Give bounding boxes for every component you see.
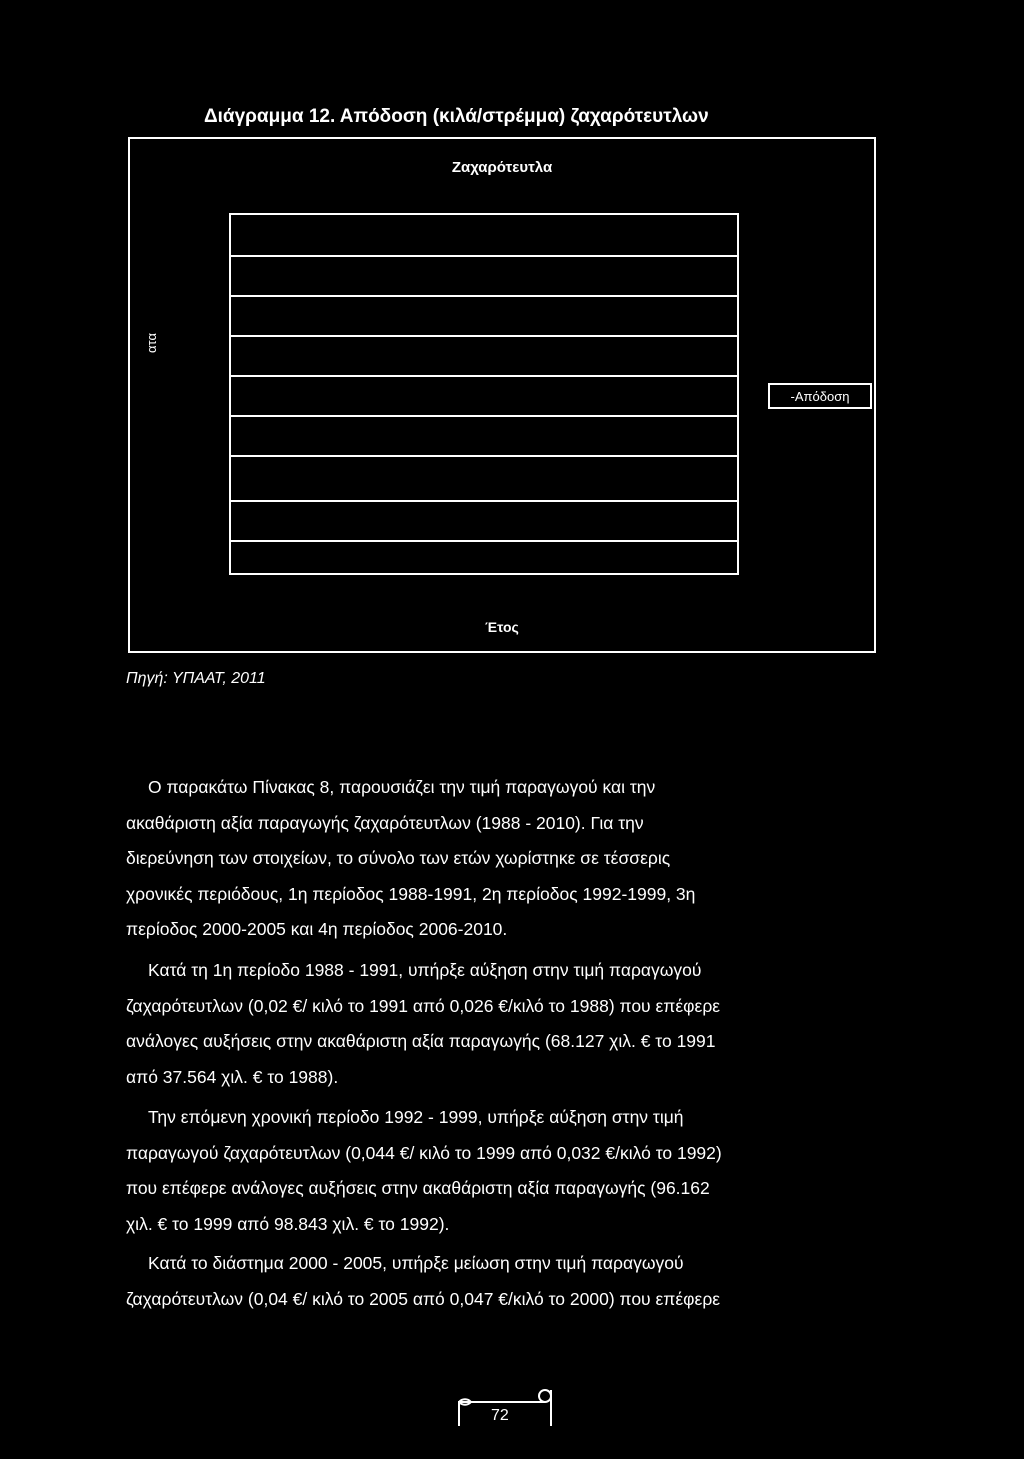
- paragraph-line: ανάλογες αυξήσεις στην ακαθάριστη αξία παραγωγής (68.127 χιλ. € το 1991: [126, 1031, 716, 1051]
- paragraph-line: Κατά τη 1η περίοδο 1988 - 1991, υπήρξε αύξηση στην τιμή παραγωγού: [148, 960, 702, 980]
- figure-source: Πηγή: ΥΠΑΑΤ, 2011: [126, 670, 266, 687]
- paragraph: [126, 953, 871, 1095]
- legend: [768, 383, 872, 409]
- gridline: [231, 255, 737, 257]
- legend-label: -Απόδοση: [790, 388, 850, 404]
- paragraph-line: περίοδος 2000-2005 και 4η περίοδος 2006-2010.: [126, 919, 508, 939]
- figure-title: Διάγραμμα 12. Απόδοση (κιλά/στρέμμα) ζαχαρότευτλων: [204, 106, 709, 127]
- gridline: [231, 335, 737, 337]
- gridline: [231, 295, 737, 297]
- chart-frame: [128, 137, 876, 653]
- chart-title: Ζαχαρότευτλα: [451, 159, 553, 176]
- paragraph-line: ακαθάριστη αξία παραγωγής ζαχαρότευτλων (1988 - 2010). Για την: [126, 812, 644, 833]
- paragraph-line: ζαχαρότευτλων (0,04 €/ κιλό το 2005 από 0,047 €/κιλό το 2000) που επέφερε: [126, 1288, 721, 1309]
- gridline: [231, 375, 737, 377]
- paragraph-line: χρονικές περιόδους, 1η περίοδος 1988-1991, 2η περίοδος 1992-1999, 3η: [126, 883, 696, 904]
- gridline: [231, 415, 737, 417]
- paragraph-line: διερεύνηση των στοιχείων, το σύνολο των ετών χωρίστηκε σε τέσσερις: [126, 848, 671, 868]
- paragraph: [126, 770, 871, 948]
- paragraph-line: που επέφερε ανάλογες αυξήσεις στην ακαθάριστη αξία παραγωγής (96.162: [126, 1178, 710, 1198]
- page-number: 72: [491, 1407, 509, 1424]
- paragraph-line: χιλ. € το 1999 από 98.843 χιλ. € το 1992).: [126, 1213, 450, 1234]
- paragraph-line: ζαχαρότευτλων (0,02 €/ κιλό το 1991 από 0,026 €/κιλό το 1988) που επέφερε: [126, 995, 721, 1016]
- x-axis-label: Έτος: [485, 619, 519, 635]
- paragraph-line: Ο παρακάτω Πίνακας 8, παρουσιάζει την τιμή παραγωγού και την: [148, 777, 656, 797]
- paragraph-line: Κατά το διάστημα 2000 - 2005, υπήρξε μείωση στην τιμή παραγωγού: [148, 1253, 684, 1273]
- y-axis-label: ατα: [144, 333, 159, 353]
- paragraph-line: Την επόμενη χρονική περίοδο 1992 - 1999, υπήρξε αύξηση στην τιμή: [148, 1107, 684, 1127]
- paragraph: [126, 1100, 871, 1242]
- gridline: [231, 540, 737, 542]
- paragraph-line: από 37.564 χιλ. € το 1988).: [126, 1066, 339, 1087]
- paragraph: [126, 1246, 871, 1317]
- gridline: [231, 455, 737, 457]
- gridline: [231, 500, 737, 502]
- paragraph-line: παραγωγού ζαχαρότευτλων (0,044 €/ κιλό το 1999 από 0,032 €/κιλό το 1992): [126, 1142, 722, 1163]
- plot-area: [229, 213, 739, 575]
